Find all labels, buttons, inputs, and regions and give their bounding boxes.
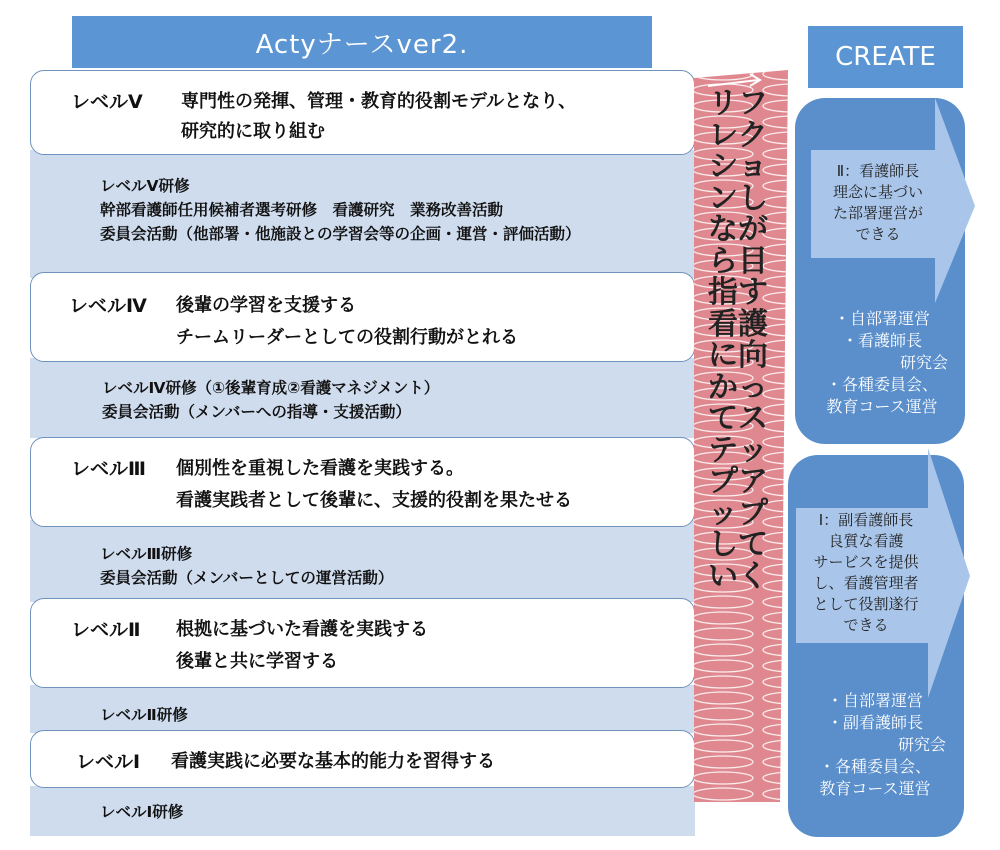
panel-2-arrow-line-4: できる	[855, 225, 901, 243]
training-band-4	[30, 358, 695, 438]
training-4-line-1: レベルⅣ研修（①後輩育成②看護マネジメント）	[102, 379, 440, 397]
level-2-line-2: 後輩と共に学習する	[176, 651, 338, 672]
panel-2-arrow-text	[822, 161, 934, 245]
panel-2-arrow-line-3: た部署運営が	[832, 204, 923, 222]
panel-1-arrow-line-2: 良質な看護	[828, 532, 904, 550]
level-5-line-2: 研究的に取り組む	[181, 121, 325, 142]
panel-2-item-2: ・看護師長	[841, 331, 922, 350]
level-3-label: レベルⅢ	[71, 458, 146, 480]
panel-1-item-2: ・副看護師長	[826, 713, 923, 732]
level-4-line-1: 後輩の学習を支援する	[176, 295, 356, 316]
level-4-box	[30, 272, 695, 362]
level-2-box	[30, 598, 695, 688]
panel-1-item-3: 研究会	[897, 735, 946, 754]
panel-2-item-3: 研究会	[899, 353, 948, 372]
training-5-line-3: 委員会活動（他部署・他施設との学習会等の企画・運営・評価活動）	[100, 225, 581, 243]
panel-1-item-4: ・各種委員会、	[818, 757, 931, 776]
panel-2-item-4: ・各種委員会、	[825, 375, 938, 394]
training-3-line-1: レベルⅢ研修	[100, 545, 193, 563]
level-3-box	[30, 437, 695, 527]
level-2-line-1: 根拠に基づいた看護を実践する	[176, 619, 428, 640]
panel-1-arrow-text	[796, 510, 936, 636]
panel-1-items	[800, 690, 950, 800]
level-3-line-2: 看護実践者として後輩に、支援的役割を果たせる	[176, 490, 572, 511]
training-1-line-1: レベルⅠ研修	[100, 803, 184, 821]
level-5-label: レベルⅤ	[71, 91, 143, 113]
panel-1-arrow-line-6: できる	[843, 616, 889, 634]
panel-1-item-5: 教育コース運営	[819, 779, 931, 798]
training-5-line-1: レベルⅤ研修	[100, 177, 190, 195]
panel-1-arrow-line-5: として役割遂行	[813, 595, 919, 613]
level-5-line-1: 専門性の発揮、管理・教育的役割モデルとなり、	[181, 91, 577, 112]
training-band-3	[30, 520, 695, 602]
level-5-box	[30, 70, 695, 155]
panel-2-items	[812, 308, 952, 418]
panel-2-item-5: 教育コース運営	[826, 397, 938, 416]
training-4-line-2: 委員会活動（メンバーへの指導・支援活動）	[102, 403, 411, 421]
level-2-label: レベルⅡ	[71, 619, 141, 641]
level-1-box	[30, 730, 695, 788]
training-band-1	[30, 786, 695, 836]
diagram-title: Actyナースver2.	[72, 16, 652, 68]
panel-1-role: Ⅰ：副看護師長	[818, 511, 914, 529]
arrow-text: リフレクションしながら目指す看護に向かってステップアップしていく	[708, 86, 768, 594]
panel-1-item-1: ・自部署運営	[826, 691, 923, 710]
create-label: CREATE	[808, 26, 963, 88]
panel-2-item-1: ・自部署運営	[833, 309, 930, 328]
panel-1-arrow-line-3: サービスを提供	[813, 553, 919, 571]
level-4-label: レベルⅣ	[69, 295, 147, 317]
level-4-line-2: チームリーダーとしての役割行動がとれる	[176, 327, 518, 348]
level-3-line-1: 個別性を重視した看護を実践する。	[176, 458, 464, 479]
level-1-line-1: 看護実践に必要な基本的能力を習得する	[171, 751, 495, 772]
training-2-line-1: レベルⅡ研修	[100, 706, 188, 724]
level-1-label: レベルⅠ	[76, 751, 141, 773]
training-band-5	[30, 150, 695, 278]
training-band-2	[30, 685, 695, 733]
training-3-line-2: 委員会活動（メンバーとしての運営活動）	[100, 569, 394, 587]
panel-1-arrow-line-4: し、看護管理者	[813, 574, 919, 592]
training-5-line-2: 幹部看護師任用候補者選考研修 看護研究 業務改善活動	[100, 201, 504, 219]
panel-2-arrow-line-2: 理念に基づい	[832, 183, 923, 201]
panel-2-role: Ⅱ：看護師長	[836, 162, 920, 180]
